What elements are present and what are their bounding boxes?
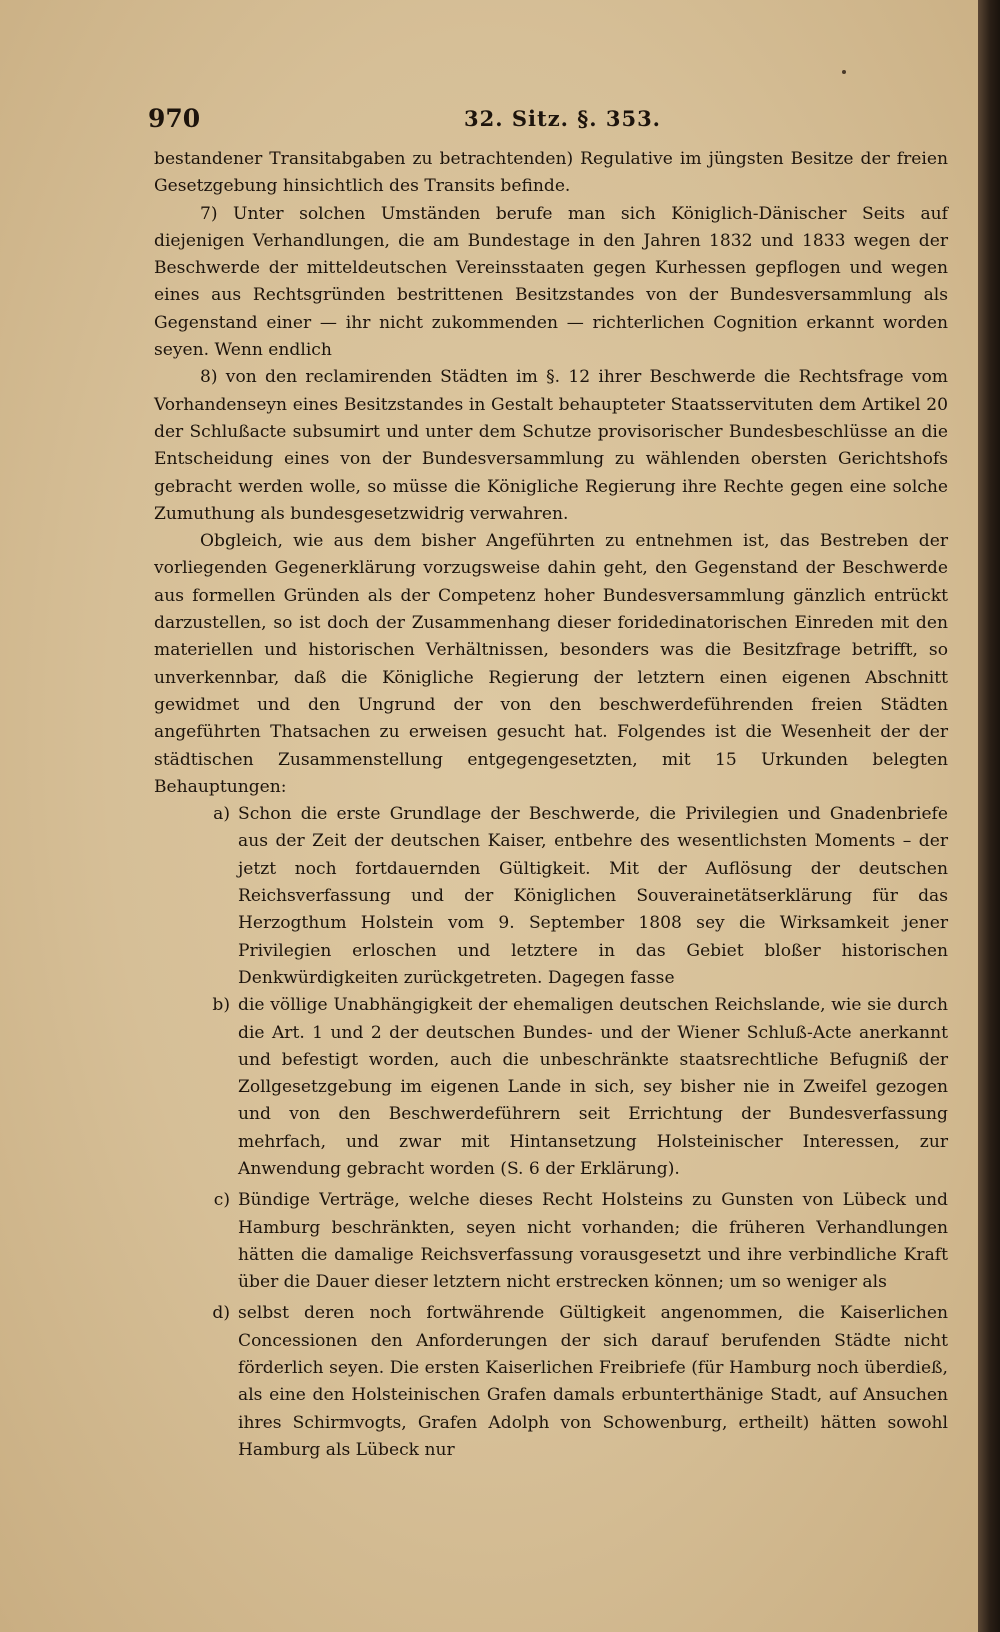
list-item-a xyxy=(154,801,948,992)
item-text: Bündige Verträge, welche dieses Recht Holsteins zu Gunsten von Lübeck und Hamburg beschränkten, seyen nicht vorhanden; die früheren Verhandlungen hätten die damalige Reichsverfassung vorausgesetzt und ihre verbindliche Kraft über die Dauer dieser letztern nicht erstrecken können; um so weniger als xyxy=(238,1190,948,1293)
list-item-d xyxy=(154,1300,948,1464)
item-text: Schon die erste Grundlage der Beschwerde, die Privilegien und Gnadenbriefe aus der Zeit der deutschen Kaiser, entbehre des wesentlichsten Moments – der jetzt noch fortdauernden Gültigkeit. Mit der Auflösung der deutschen Reichsverfassung und der Königlichen Souverainetätserklärung für das Herzogthum Holstein vom 9. September 1808 sey die Wirksamkeit jener Privilegien erloschen und letztere in das Gebiet bloßer historischen Denkwürdigkeiten zurückgetreten. Dagegen fasse xyxy=(238,804,948,988)
body-text xyxy=(154,146,948,1464)
page-number: 970 xyxy=(148,104,201,133)
running-head: 32. Sitz. §. 353. xyxy=(464,106,661,131)
item-label: b) xyxy=(212,995,230,1016)
item-label: d) xyxy=(212,1303,230,1324)
item-text: die völlige Unabhängigkeit der ehemaligen deutschen Reichslande, wie sie durch die Art. 1 und 2 der deutschen Bundes- und der Wiener Schluß-Acte anerkannt und befestigt worden, auch die unbeschränkte staatsrechtliche Befugniß der Zollgesetzgebung im eigenen Lande in sich, sey bisher nie in Zweifel gezogen und von den Beschwerdeführern seit Errichtung der Bundesverfassung mehrfach, und zwar mit Hintansetzung Holsteinischer Interessen, zur Anwendung gebracht worden (S. 6 der Erklärung). xyxy=(238,995,948,1179)
item-label: a) xyxy=(213,804,230,825)
item-label: c) xyxy=(213,1190,230,1211)
paragraph-summary: Obgleich, wie aus dem bisher Angeführten zu entnehmen ist, das Bestreben der vorliegenden Gegenerklärung vorzugsweise dahin geht, den Gegenstand der Beschwerde aus formellen Gründen als der Competenz hoher Bundesversammlung gänzlich entrückt darzustellen, so ist doch der Zusammenhang dieser foridedinatorischen Einreden mit den materiellen und historischen Verhältnissen, besonders was die Besitzfrage betrifft, so unverkennbar, daß die Königliche Regierung der letztern einen eigenen Abschnitt gewidmet und den Ungrund der von den beschwerdeführenden freien Städten angeführten Thatsachen zu erweisen gesucht hat. Folgendes ist die Wesenheit der der städtischen Zusammenstellung entgegengesetzten, mit 15 Urkunden belegten Behauptungen: xyxy=(154,531,948,797)
page-header xyxy=(148,100,948,134)
list-item-c xyxy=(154,1187,948,1296)
paragraph-7: 7) Unter solchen Umständen berufe man sich Königlich-Dänischer Seits auf diejenigen Verhandlungen, die am Bundestage in den Jahren 1832 und 1833 wegen der Beschwerde der mitteldeutschen Vereinsstaaten gegen Kurhessen gepflogen und wegen eines aus Rechtsgründen bestrittenen Besitzstandes von der Bundesversammlung als Gegenstand einer — ihr nicht zukommenden — richterlichen Cognition erkannt worden seyen. Wenn endlich xyxy=(154,203,948,361)
paragraph-continuation: bestandener Transitabgaben zu betrachtenden) Regulative im jüngsten Besitze der freien Gesetzgebung hinsichtlich des Transits befinde. xyxy=(154,149,948,197)
item-text: selbst deren noch fortwährende Gültigkeit angenommen, die Kaiserlichen Concessionen den Anforderungen der sich darauf berufenden Städte nicht förderlich seyen. Die ersten Kaiserlichen Freibriefe (für Hamburg noch überdieß, als eine den Holsteinischen Grafen damals erbunterthänige Stadt, auf Ansuchen ihres Schirmvogts, Grafen Adolph von Schowenburg, ertheilt) hätten sowohl Hamburg als Lübeck nur xyxy=(238,1303,948,1460)
list-item-b xyxy=(154,992,948,1183)
ink-speck xyxy=(842,70,846,74)
book-binding-edge xyxy=(978,0,1000,1632)
paragraph-8: 8) von den reclamirenden Städten im §. 12 ihrer Beschwerde die Rechtsfrage vom Vorhandenseyn eines Besitzstandes in Gestalt behaupteter Staatsservituten dem Artikel 20 der Schlußacte subsumirt und unter dem Schutze provisorischer Bundesbeschlüsse an die Entscheidung eines von der Bundesversammlung zu wählenden obersten Gerichtshofs gebracht werden wolle, so müsse die Königliche Regierung ihre Rechte gegen eine solche Zumuthung als bundesgesetzwidrig verwahren. xyxy=(154,367,948,524)
